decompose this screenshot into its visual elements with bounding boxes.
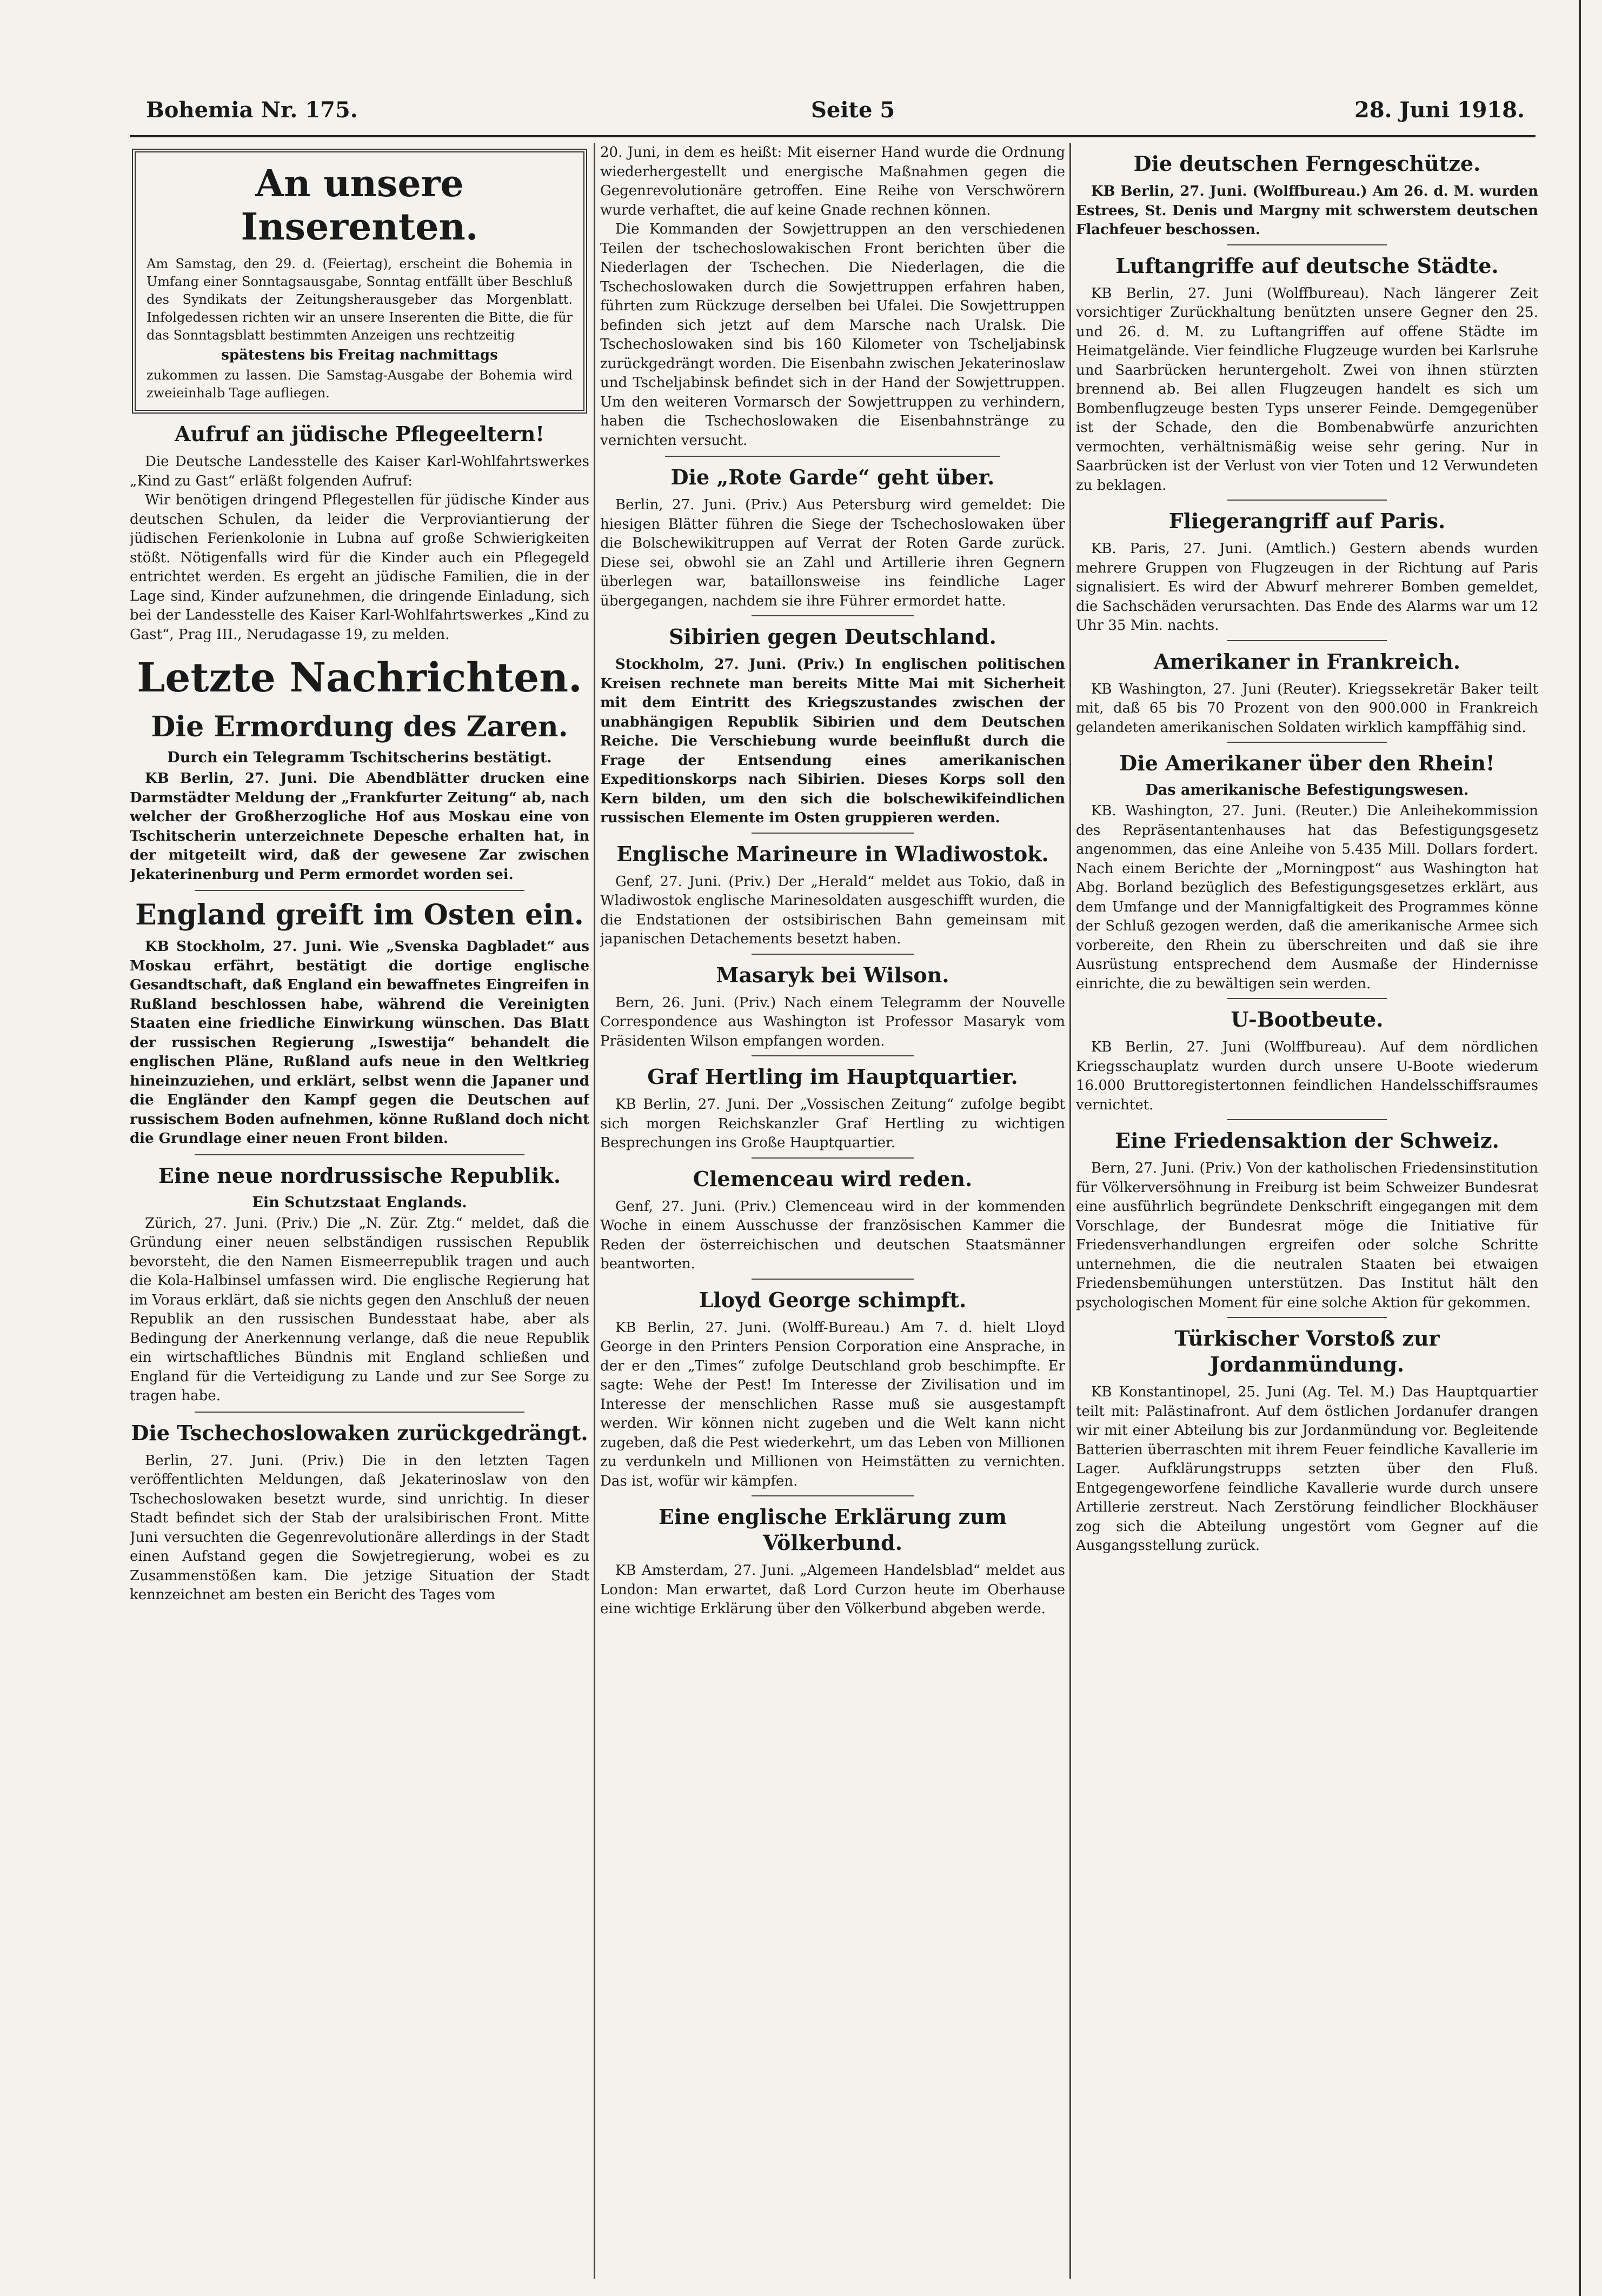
- article-title: Fliegerangriff auf Paris.: [1168, 509, 1446, 533]
- divider: [1227, 742, 1387, 743]
- divider: [752, 1157, 914, 1159]
- article-title: U-Bootbeute.: [1231, 1007, 1384, 1031]
- article-text: KB Berlin, 27. Juni. Die Abendblätter drucken eine Darmstädter Meldung der „Frankfurter Zeitung“ ab, nach welcher der Großherzogliche Hof aus Moskau eine von Tschitscherin unterzeichnete Depesche erhalten hat, in der mitgeteilt wird, daß der gewesene Zar zwischen Jekaterinenburg und Perm ermordet worden sei.: [130, 770, 589, 883]
- article-subtitle: Das amerikanische Befestigungswesen.: [1145, 782, 1469, 798]
- article-text: Wir benötigen dringend Pflegestellen für jüdische Kinder aus deutschen Schulen, da leider die Verproviantierung der jüdischen Ferienkolonie in Lubna auf große Schwierigkeiten stößt. Nötigenfalls wird für die Kinder auch ein Pflegegeld entrichtet werden. Es ergeht an jüdische Familien, die in der Lage sind, Kinder aufzunehmen, die dringende Einladung, sich bei der Landesstelle des Kaiser Karl-Wohlfahrtswerkes „Kind zu Gast“, Prag III., Nerudagasse 19, zu melden.: [130, 492, 589, 643]
- header-rule: [130, 135, 1535, 137]
- article-title: Luftangriffe auf deutsche Städte.: [1115, 253, 1499, 278]
- article-text: KB Berlin, 27. Juni. Der „Vossischen Zeitung“ zufolge begibt sich morgen Reichskanzler Graf Hertling zu wichtigen Besprechungen ins Große Hauptquartier.: [600, 1096, 1065, 1151]
- divider: [1227, 640, 1387, 641]
- article-text: KB Amsterdam, 27. Juni. „Algemeen Handelsblad“ meldet aus London: Man erwartet, daß Lord Curzon heute im Oberhause eine wichtige Erklärung über den Völkerbund abgeben werde.: [600, 1562, 1065, 1617]
- article-subtitle: Ein Schutzstaat Englands.: [252, 1194, 467, 1211]
- article-text: KB. Washington, 27. Juni. (Reuter.) Die Anleihekommission des Repräsentantenhauses hat das Befestigungsgesetz angenommen, das eine Anleihe von 5.435 Mill. Dollars fordert. Nach einem Berichte der „Morningpost“ aus Washington hat Abg. Borland bezüglich des Befestigungsgesetzes erklärt, aus dem Umfange und der Mannigfaltigkeit des Programmes könne der Schluß gezogen werden, daß die amerikanische Armee sich vorbereite, den Rhein zu überschreiten und daß sie ihre Ausrüstung entsprechend dem Ausmaße der Hindernisse einrichte, die zu bewältigen sein werden.: [1076, 803, 1538, 992]
- page-edge-rule: [1579, 0, 1581, 2296]
- article-title: Graf Hertling im Hauptquartier.: [647, 1064, 1018, 1089]
- article-title: Eine neue nordrussische Republik.: [158, 1163, 561, 1188]
- article-continuation: Die Kommanden der Sowjettruppen an den verschiedenen Teilen der tschechoslowakischen Front berichten über die Niederlagen der Tschechen. Die Niederlagen, die die Tschechoslowaken durch die Sowjettruppen erfahren haben, führten zum Rückzuge derselben bei Ufalei. Die Sowjettruppen befinden sich jetzt auf dem Marsche nach Uralsk. Die Tschechoslowaken sind bis 160 Kilometer von Tscheljabinsk zurückgedrängt worden. Die Eisenbahn zwischen Jekaterinoslaw und Tscheljabinsk befindet sich in der Hand der Sowjettruppen. Um den weiteren Vormarsch der Sowjettruppen zu verhindern, haben die Tschechoslowaken die Eisenbahnstränge zu vernichten versucht.: [600, 221, 1065, 449]
- column-separator: [1069, 143, 1071, 2279]
- article-title: Die Tschechoslowaken zurückgedrängt.: [131, 1420, 588, 1445]
- article-title: Die Ermordung des Zaren.: [151, 710, 568, 743]
- article-text: Berlin, 27. Juni. (Priv.) Aus Petersburg wird gemeldet: Die hiesigen Blätter führen die Siege der Tschechoslowaken über die Bolschewikitruppen auf Verrat der Roten Garde zurück. Diese sei, obwohl sie an Zahl und Artillerie ihren Gegnern überlegen war, bataillonsweise ins feindliche Lager übergegangen, nachdem sie ihre Führer ermordet hatte.: [600, 497, 1065, 609]
- article-subtitle: Durch ein Telegramm Tschitscherins bestätigt.: [167, 749, 552, 766]
- divider: [1227, 1317, 1387, 1318]
- article-title: Sibirien gegen Deutschland.: [669, 624, 996, 649]
- advertiser-notice: [132, 149, 587, 414]
- divider: [752, 1495, 914, 1496]
- article-text: Zürich, 27. Juni. (Priv.) Die „N. Zür. Ztg.“ meldet, daß die Gründung einer neuen selbständigen russischen Republik bevorsteht, die den Namen Eismeerrepublik tragen und auch die Kola-Halbinsel umfassen wird. Die englische Regierung hat im Voraus erklärt, daß sie nichts gegen den Anschluß der neuen Republik an den russischen Bundesstaat habe, aber als Bedingung der Anerkennung verlange, daß die neue Republik ein wirtschaftliches Bündnis mit England schließen und England für die Verteidigung zu Lande und zur See Sorge zu tragen habe.: [130, 1215, 589, 1404]
- article-title: Eine englische Erklärung zum Völkerbund.: [658, 1505, 1007, 1555]
- column-separator: [594, 143, 595, 2279]
- divider: [1227, 500, 1387, 501]
- divider: [752, 954, 914, 955]
- column-1: [130, 143, 589, 2279]
- article-text: KB. Paris, 27. Juni. (Amtlich.) Gestern abends wurden mehrere Gruppen von Flugzeugen in der Richtung auf Paris signalisiert. Es wird der Abwurf mehrerer Bomben gemeldet, die Sachschäden verursachten. Das Ende des Alarms war um 12 Uhr 35 Min. nachts.: [1076, 541, 1538, 634]
- notice-title: An unsere Inserenten.: [241, 162, 478, 249]
- article-text: Bern, 27. Juni. (Priv.) Von der katholischen Friedensinstitution für Völkerversöhnung in Freiburg ist beim Schweizer Bundesrat eine ausführlich begründete Denkschrift eingegangen mit dem Vorschlage, der Bundesrat möge die Initiative für Friedensverhandlungen ergreifen oder solche Schritte unternehmen, die die neutralen Staaten bei etwaigen Friedensbemühungen unterstützen. Das Institut hält den psychologischen Moment für eine solche Aktion für gekommen.: [1076, 1160, 1538, 1311]
- article-text: KB Konstantinopel, 25. Juni (Ag. Tel. M.) Das Hauptquartier teilt mit: Palästinafront. Auf dem östlichen Jordanufer drangen wir mit einer Abteilung bis zur Jordanmündung vor. Begleitende Batterien überraschten mit ihrem Feuer feindliche Kavallerie im Lager. Aufklärungstrupps setzten über den Fluß. Entgegengeworfene feindliche Kavallerie wurde durch unsere Artillerie zerstreut. Nach Zerstörung feindlicher Blockhäuser zog sich die Abteilung ungestört vom Gegner auf die Ausgangsstellung zurück.: [1076, 1384, 1538, 1554]
- article-text: Genf, 27. Juni. (Priv.) Clemenceau wird in der kommenden Woche in einem Ausschusse der französischen Kammer die Reden der österreichischen und deutschen Staatsmänner beantworten.: [600, 1198, 1065, 1272]
- article-text: KB Berlin, 27. Juni (Wolffbureau). Nach längerer Zeit vorsichtiger Zurückhaltung benützten unsere Gegner den 25. und 26. d. M. zu Luftangriffen auf offene Städte im Heimatgelände. Vier feindliche Flugzeuge wurden bei Karlsruhe und Saarbrücken heruntergeholt. Zwei von ihnen stürzten brennend ab. Bei allen Flugzeugen handelt es sich um Bombenflugzeuge besten Typs unserer Feinde. Demgegenüber ist der Schade, den die Bombenabwürfe anzurichten vermochten, verhältnismäßig weise sehr gering. Nur in Saarbrücken ist der Verlust von vier Toten und 12 Verwundeten zu beklagen.: [1076, 285, 1538, 494]
- article-title: Aufruf an jüdische Pflegeeltern!: [175, 422, 544, 446]
- article-text: KB Washington, 27. Juni (Reuter). Kriegssekretär Baker teilt mit, daß 65 bis 70 Prozent von den 900.000 in Frankreich gelandeten amerikanischen Soldaten wirklich kampffähig sind.: [1076, 681, 1538, 736]
- article-title: Masaryk bei Wilson.: [716, 962, 949, 987]
- article-title: Amerikaner in Frankreich.: [1153, 649, 1461, 674]
- section-heading: Letzte Nachrichten.: [137, 655, 582, 701]
- article-continuation: 20. Juni, in dem es heißt: Mit eiserner Hand wurde die Ordnung wiederhergestellt und energische Maßnahmen gegen die Gegenrevolutionäre getroffen. Eine Reihe von Verschwörern wurde verhaftet, die auf keine Gnade rechnen können.: [600, 144, 1065, 218]
- article-title: Türkischer Vorstoß zur Jordanmündung.: [1174, 1326, 1440, 1376]
- article-text: Die Deutsche Landesstelle des Kaiser Karl-Wohlfahrtswerkes „Kind zu Gast“ erläßt folgenden Aufruf:: [130, 454, 589, 489]
- article-text: Stockholm, 27. Juni. (Priv.) In englischen politischen Kreisen rechnete man bereits Mitte Mai mit Sicherheit mit dem Eintritt des Kriegszustandes zwischen der unabhängigen Republik Sibirien und dem Deutschen Reiche. Die Verschiebung wurde beeinflußt durch die Frage der Entsendung eines amerikanischen Expeditionskorps nach Sibirien. Dieses Korps soll den Kern bilden, um den sich die bolschewikifeindlichen russischen Elemente im Osten gruppieren werden.: [600, 656, 1065, 826]
- divider: [665, 456, 1000, 457]
- article-text: KB Berlin, 27. Juni (Wolffbureau). Auf dem nördlichen Kriegsschauplatz wurden durch unsere U-Boote wiederum 16.000 Bruttoregistertonnen feindlichen Handelsschiffsraumes vernichtet.: [1076, 1039, 1538, 1113]
- article-title: Die Amerikaner über den Rhein!: [1119, 751, 1495, 775]
- divider: [195, 890, 524, 891]
- divider: [752, 615, 914, 616]
- divider: [195, 1154, 524, 1155]
- divider: [195, 1412, 524, 1413]
- article-text: KB Berlin, 27. Juni. (Wolff-Bureau.) Am 7. d. hielt Lloyd George in den Printers Pension Corporation eine Ansprache, in der er den „Times“ zufolge Deutschland grob beschimpfte. Er sagte: Wehe der Pest! Im Interesse der Zivilisation und im Interesse der menschlichen Rasse muß sie ausgestampft werden. Wir können nicht zugeben und die Welt kann nicht zugeben, daß die Pest wiederkehrt, um das Leben von Millionen zu verdunkeln und Millionen von Heimstätten zu vernichten. Das ist, wofür wir kämpfen.: [600, 1319, 1065, 1489]
- divider: [752, 833, 914, 834]
- article-text: Bern, 26. Juni. (Priv.) Nach einem Telegramm der Nouvelle Correspondence aus Washington ist Professor Masaryk vom Präsidenten Wilson empfangen worden.: [600, 994, 1065, 1049]
- article-title: Die „Rote Garde“ geht über.: [670, 465, 995, 489]
- notice-deadline: spätestens bis Freitag nachmittags: [221, 347, 498, 363]
- notice-tail: zukommen zu lassen. Die Samstag-Ausgabe der Bohemia wird zweieinhalb Tage aufliegen.: [147, 368, 573, 401]
- divider: [1227, 998, 1387, 999]
- article-text: KB Stockholm, 27. Juni. Wie „Svenska Dagbladet“ aus Moskau erfährt, bestätigt die dortige englische Gesandtschaft, daß England ein bewaffnetes Eingreifen in Rußland beschlossen habe, während die Vereinigten Staaten eine friedliche Einwirkung wünschen. Das Blatt der russischen Regierung „Iswestija“ behandelt die englischen Pläne, Rußland aufs neue in den Weltkrieg hineinzuziehen, und erklärt, selbst wenn die Japaner und die Engländer den Kampf gegen die Deutschen auf russischem Boden aufnehmen, könne Rußland doch nicht die Grundlage einer neuen Front bilden.: [130, 939, 589, 1147]
- article-title: England greift im Osten ein.: [135, 899, 584, 931]
- divider: [752, 1055, 914, 1056]
- header-date: 28. Juni 1918.: [1354, 97, 1525, 123]
- article-title: Englische Marineure in Wladiwostok.: [616, 841, 1049, 866]
- article-title: Lloyd George schimpft.: [699, 1287, 967, 1312]
- article-text: Genf, 27. Juni. (Priv.) Der „Herald“ meldet aus Tokio, daß in Wladiwostok englische Marinesoldaten ausgeschifft wurden, die die Endstationen der ostsibirischen Bahn gemeinsam mit japanischen Detachements besetzt haben.: [600, 873, 1065, 947]
- divider: [752, 1279, 914, 1280]
- divider: [1227, 1119, 1387, 1120]
- article-title: Eine Friedensaktion der Schweiz.: [1115, 1128, 1499, 1153]
- header-issue: Bohemia Nr. 175.: [146, 97, 358, 123]
- article-text: Berlin, 27. Juni. (Priv.) Die in den letzten Tagen veröffentlichten Meldungen, daß Jekaterinoslaw von den Tschechoslowaken besetzt wurde, sind unrichtig. In dieser Stadt befindet sich der Stab der uralsibirischen Front. Mitte Juni versuchten die Gegenrevolutionäre allerdings in der Stadt einen Aufstand gegen die Sowjetregierung, wobei es zu Zusammenstößen kam. Die jetzige Situation der Stadt kennzeichnet am besten ein Bericht des Tages vom: [130, 1452, 589, 1603]
- column-2: [600, 143, 1065, 2279]
- page-header: [146, 97, 1525, 135]
- article-title: Clemenceau wird reden.: [693, 1166, 973, 1191]
- article-text: KB Berlin, 27. Juni. (Wolffbureau.) Am 26. d. M. wurden Estrees, St. Denis und Margny mit schwerstem deutschen Flachfeuer beschossen.: [1076, 183, 1538, 238]
- notice-text: Am Samstag, den 29. d. (Feiertag), erscheint die Bohemia in Umfang einer Sonntagsausgabe, Sonntag entfällt über Beschluß des Syndikats der Zeitungsherausgeber das Morgenblatt. Infolgedessen richten wir an unsere Inserenten die Bitte, die für das Sonntagsblatt bestimmten Anzeigen uns rechtzeitig: [147, 256, 573, 343]
- column-3: [1076, 143, 1538, 2279]
- header-page-number: Seite 5: [811, 97, 895, 123]
- article-title: Die deutschen Ferngeschütze.: [1133, 151, 1481, 176]
- divider: [1227, 244, 1387, 245]
